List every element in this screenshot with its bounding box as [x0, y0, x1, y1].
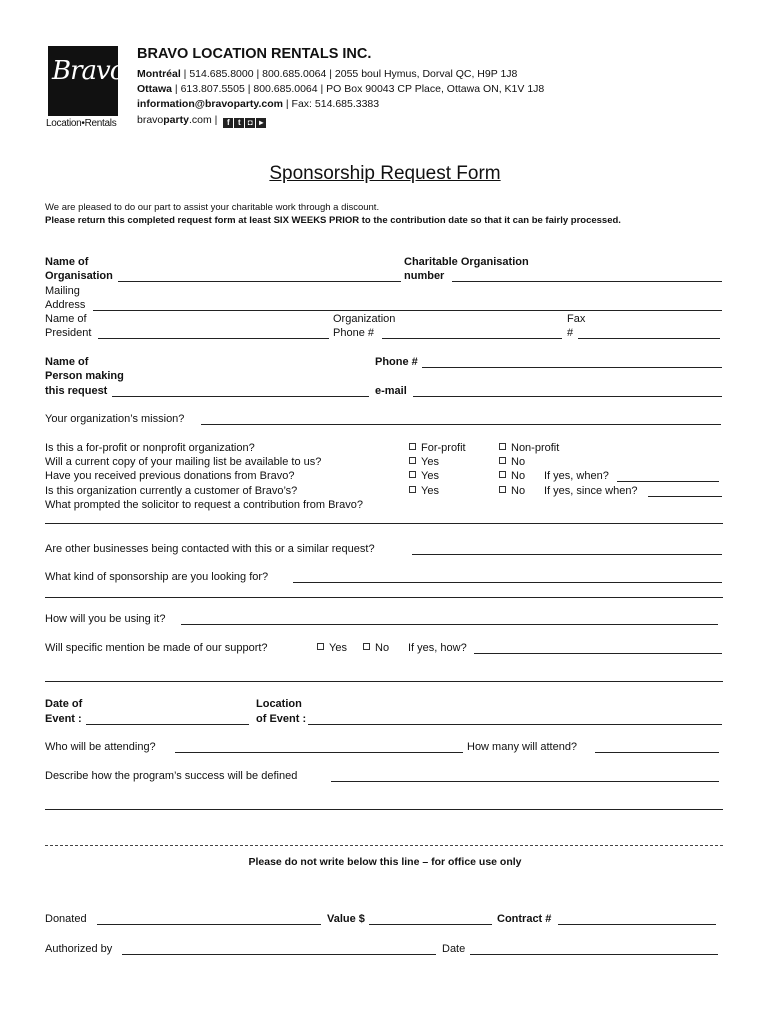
montreal-label: Montréal — [137, 68, 181, 80]
facebook-icon[interactable]: f — [223, 118, 233, 128]
question-mention: Will specific mention be made of our support? — [45, 642, 268, 654]
instagram-icon[interactable]: ◘ — [245, 118, 255, 128]
logo-subtitle: Location•Rentals — [46, 118, 117, 129]
fax-label-1: Fax — [567, 313, 586, 325]
how-many-label: How many will attend? — [467, 741, 578, 753]
office-use-notice: Please do not write below this line – for office use only — [248, 856, 522, 868]
president-label-1: Name of — [45, 313, 87, 325]
checkbox-icon — [499, 486, 506, 493]
date-label: Date — [442, 943, 466, 955]
sponsorship-kind-field[interactable] — [293, 582, 722, 583]
president-label-2: President — [45, 327, 92, 339]
requester-label-1: Name of — [45, 356, 89, 368]
customer-since-field[interactable] — [648, 496, 722, 497]
company-logo — [48, 46, 125, 116]
for-profit-checkbox[interactable]: For-profit — [409, 441, 466, 455]
fax-label-2: # — [567, 327, 574, 339]
previous-donations-yes-checkbox[interactable]: Yes — [409, 469, 439, 483]
org-name-label-1: Name of — [45, 256, 89, 268]
checkbox-icon — [363, 643, 370, 650]
sponsorship-kind-field-2[interactable] — [45, 597, 723, 598]
logo-script-text: Bravo — [52, 56, 125, 86]
customer-no-checkbox[interactable]: No — [499, 484, 525, 498]
requester-phone-label: Phone # — [375, 356, 418, 368]
email-link[interactable]: information@bravoparty.com — [137, 98, 283, 110]
success-field-2[interactable] — [45, 809, 723, 810]
email-fax-line — [137, 97, 379, 111]
authorized-label: Authorized by — [45, 943, 113, 955]
checkbox-icon — [499, 443, 506, 450]
mailing-list-no-checkbox[interactable]: No — [499, 455, 525, 469]
donated-field[interactable] — [97, 924, 321, 925]
value-field[interactable] — [369, 924, 492, 925]
mission-label: Your organization’s mission? — [45, 413, 185, 425]
social-icons — [223, 115, 267, 129]
org-phone-label-1: Organization — [333, 313, 396, 325]
question-previous-donations: Have you received previous donations from Bravo? — [45, 470, 295, 482]
requester-name-field[interactable] — [112, 396, 369, 397]
question-mailing-list: Will a current copy of your mailing list be available to us? — [45, 456, 322, 468]
charitable-number-label-2: number — [404, 270, 445, 282]
attending-field[interactable] — [175, 752, 463, 753]
question-profit-type: Is this a for-profit or nonprofit organization? — [45, 442, 255, 454]
question-sponsorship-kind: What kind of sponsorship are you looking for? — [45, 571, 269, 583]
requester-label-2: Person making — [45, 370, 124, 382]
other-businesses-field[interactable] — [412, 554, 722, 555]
question-usage: How will you be using it? — [45, 613, 166, 625]
company-name: BRAVO LOCATION RENTALS INC. — [137, 46, 372, 62]
charitable-number-label-1: Charitable Organisation — [404, 256, 529, 268]
ottawa-details: | 613.807.5505 | 800.685.0064 | PO Box 90043 CP Place, Ottawa ON, K1V 1J8 — [172, 83, 545, 95]
youtube-icon[interactable]: ▸ — [256, 118, 266, 128]
mailing-address-field[interactable] — [93, 310, 722, 311]
checkbox-icon — [409, 486, 416, 493]
usage-field[interactable] — [181, 624, 718, 625]
mention-no-checkbox[interactable]: No — [363, 641, 389, 655]
mailing-address-label-2: Address — [45, 299, 86, 311]
fax-field[interactable] — [578, 338, 720, 339]
charitable-number-field[interactable] — [452, 281, 722, 282]
event-location-label-2: of Event : — [256, 713, 307, 725]
question-customer: Is this organization currently a customer of Bravo’s? — [45, 485, 298, 497]
org-phone-label-2: Phone # — [333, 327, 374, 339]
mailing-address-label-1: Mailing — [45, 285, 80, 297]
intro-deadline-text: Please return this completed request form at least SIX WEEKS PRIOR to the contribution date so that it can be fairly processed. — [45, 215, 621, 226]
mention-how-field-2[interactable] — [45, 681, 723, 682]
mention-how-field[interactable] — [474, 653, 722, 654]
org-name-label-2: Organisation — [45, 270, 113, 282]
non-profit-checkbox[interactable]: Non-profit — [499, 441, 559, 455]
event-location-field[interactable] — [308, 724, 722, 725]
form-title: Sponsorship Request Form — [269, 163, 501, 184]
intro-text: We are pleased to do our part to assist your charitable work through a discount. — [45, 202, 380, 213]
ottawa-contact-line — [137, 82, 544, 96]
requester-label-3: this request — [45, 385, 108, 397]
event-date-label-2: Event : — [45, 713, 82, 725]
organisation-name-field[interactable] — [118, 281, 401, 282]
value-label: Value $ — [327, 913, 365, 925]
requester-email-field[interactable] — [413, 396, 722, 397]
checkbox-icon — [409, 457, 416, 464]
office-use-divider — [45, 845, 723, 846]
checkbox-icon — [409, 471, 416, 478]
contract-field[interactable] — [558, 924, 716, 925]
mention-yes-checkbox[interactable]: Yes — [317, 641, 347, 655]
twitter-icon[interactable]: t — [234, 118, 244, 128]
checkbox-icon — [409, 443, 416, 450]
customer-since-label: If yes, since when? — [544, 485, 638, 497]
question-success: Describe how the program’s success will be defined — [45, 770, 298, 782]
question-other-businesses: Are other businesses being contacted with this or a similar request? — [45, 543, 375, 555]
how-many-field[interactable] — [595, 752, 719, 753]
requester-phone-field[interactable] — [422, 367, 722, 368]
president-name-field[interactable] — [98, 338, 329, 339]
mention-how-label: If yes, how? — [408, 642, 467, 654]
event-date-label-1: Date of — [45, 698, 83, 710]
authorized-field[interactable] — [122, 954, 436, 955]
success-field[interactable] — [331, 781, 719, 782]
question-prompted: What prompted the solicitor to request a contribution from Bravo? — [45, 499, 363, 511]
contract-label: Contract # — [497, 913, 552, 925]
ottawa-label: Ottawa — [137, 83, 173, 95]
website-line — [137, 113, 267, 129]
fax-text: | Fax: 514.685.3383 — [282, 98, 380, 110]
donated-label: Donated — [45, 913, 87, 925]
date-field[interactable] — [470, 954, 718, 955]
checkbox-icon — [499, 457, 506, 464]
prompted-answer-field[interactable] — [45, 523, 723, 524]
question-attending: Who will be attending? — [45, 741, 156, 753]
event-location-label-1: Location — [256, 698, 302, 710]
requester-email-label: e-mail — [375, 385, 407, 397]
customer-yes-checkbox[interactable]: Yes — [409, 484, 439, 498]
montreal-details: | 514.685.8000 | 800.685.0064 | 2055 boul Hymus, Dorval QC, H9P 1J8 — [180, 68, 518, 80]
event-date-field[interactable] — [86, 724, 249, 725]
previous-donations-no-checkbox[interactable]: No — [499, 469, 525, 483]
checkbox-icon — [499, 471, 506, 478]
checkbox-icon — [317, 643, 324, 650]
previous-donations-when-label: If yes, when? — [544, 470, 609, 482]
website-link[interactable]: bravoparty.com | — [137, 114, 221, 126]
montreal-contact-line — [137, 67, 517, 81]
mission-field[interactable] — [201, 424, 721, 425]
org-phone-field[interactable] — [382, 338, 562, 339]
mailing-list-yes-checkbox[interactable]: Yes — [409, 455, 439, 469]
previous-donations-when-field[interactable] — [617, 481, 719, 482]
